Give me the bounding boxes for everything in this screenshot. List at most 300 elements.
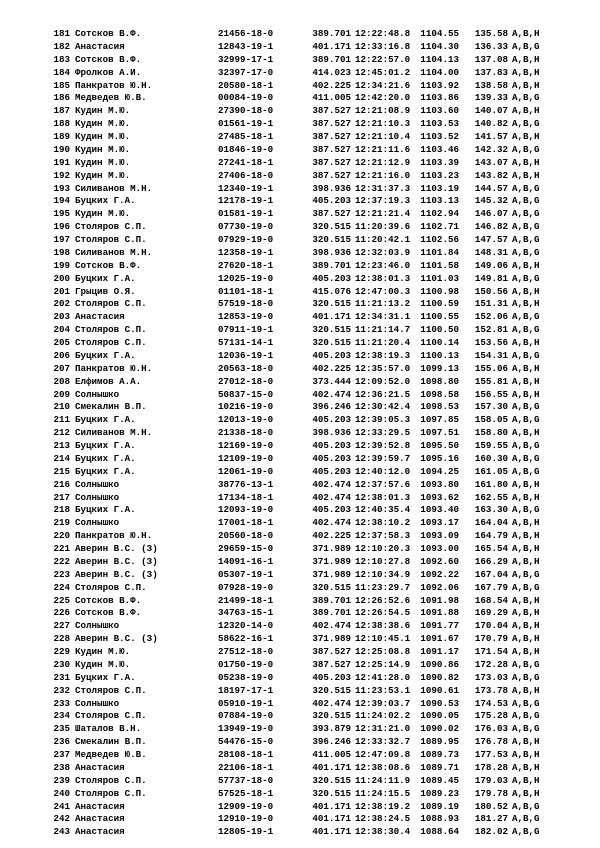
ring-number: 32999-17-1 xyxy=(218,53,274,65)
coefficient: 152.06 xyxy=(474,311,508,323)
coefficient: 169.29 xyxy=(474,607,508,619)
ring-number: 12169-19-0 xyxy=(218,440,274,451)
place-number: 199 xyxy=(53,259,70,271)
category: A,B,G xyxy=(512,208,540,220)
speed: 1090.53 xyxy=(420,697,459,709)
ring-number: 00084-19-0 xyxy=(218,92,274,104)
ring-number: 12025-19-0 xyxy=(218,272,274,284)
place-number: 212 xyxy=(53,427,70,439)
speed: 1098.53 xyxy=(420,401,459,413)
ring-number: 38776-13-1 xyxy=(218,478,274,490)
distance: 393.879 xyxy=(312,723,351,735)
distance: 405.203 xyxy=(312,414,351,426)
coefficient: 148.31 xyxy=(474,246,508,258)
fancier-name: Буцких Г.А. xyxy=(75,440,136,451)
arrival-time: 12:21:16.0 xyxy=(355,169,411,181)
distance: 371.989 xyxy=(312,633,351,645)
distance: 401.171 xyxy=(312,813,351,825)
speed: 1088.64 xyxy=(420,826,459,838)
fancier-name: Кудин М.Ю. xyxy=(75,118,131,130)
arrival-time: 12:10:27.8 xyxy=(355,555,411,567)
arrival-time: 12:39:05.3 xyxy=(355,414,411,426)
fancier-name: Анастасия xyxy=(75,761,125,773)
speed: 1103.53 xyxy=(420,118,459,130)
fancier-name: Грыцив О.Я. xyxy=(75,285,136,297)
category: A,B,G xyxy=(512,581,540,593)
speed: 1102.71 xyxy=(420,221,459,233)
category: A,B,H xyxy=(512,105,540,117)
category: A,B,G xyxy=(512,349,540,361)
arrival-time: 12:39:59.7 xyxy=(355,452,411,464)
category: A,B,H xyxy=(512,388,540,400)
coefficient: 149.06 xyxy=(474,259,508,271)
category: A,B,G xyxy=(512,311,540,323)
distance: 373.444 xyxy=(312,375,351,387)
coefficient: 137.83 xyxy=(474,66,508,78)
distance: 405.203 xyxy=(312,465,351,477)
ring-number: 27012-18-0 xyxy=(218,375,274,387)
arrival-time: 12:40:35.4 xyxy=(355,504,411,516)
category: A,B,H xyxy=(512,478,540,490)
place-number: 221 xyxy=(53,543,70,554)
place-number: 208 xyxy=(53,375,70,387)
speed: 1104.30 xyxy=(420,40,459,52)
coefficient: 177.53 xyxy=(474,749,508,760)
speed: 1093.09 xyxy=(420,530,459,542)
distance: 320.515 xyxy=(312,234,351,245)
place-number: 239 xyxy=(53,774,70,786)
distance: 405.203 xyxy=(312,504,351,516)
speed: 1093.62 xyxy=(420,491,459,503)
distance: 387.527 xyxy=(312,169,351,181)
distance: 387.527 xyxy=(312,118,351,130)
distance: 401.171 xyxy=(312,761,351,773)
arrival-time: 12:21:10.4 xyxy=(355,131,411,142)
distance: 402.225 xyxy=(312,530,351,542)
fancier-name: Кудин М.Ю. xyxy=(75,208,131,220)
place-number: 236 xyxy=(53,736,70,748)
place-number: 210 xyxy=(53,401,70,413)
speed: 1090.61 xyxy=(420,684,459,696)
ring-number: 14091-16-1 xyxy=(218,555,274,567)
speed: 1103.39 xyxy=(420,156,459,168)
place-number: 215 xyxy=(53,465,70,477)
speed: 1103.52 xyxy=(420,131,459,142)
ring-number: 12109-19-0 xyxy=(218,452,274,464)
arrival-time: 12:38:19.2 xyxy=(355,800,411,812)
ring-number: 32397-17-0 xyxy=(218,66,274,78)
ring-number: 01561-19-1 xyxy=(218,118,274,130)
coefficient: 178.28 xyxy=(474,761,508,773)
distance: 387.527 xyxy=(312,143,351,155)
distance: 405.203 xyxy=(312,452,351,464)
fancier-name: Буцких Г.А. xyxy=(75,504,136,516)
place-number: 187 xyxy=(53,105,70,117)
ring-number: 12805-19-1 xyxy=(218,826,274,838)
distance: 405.203 xyxy=(312,440,351,451)
arrival-time: 12:31:21.0 xyxy=(355,723,411,735)
ring-number: 29659-15-0 xyxy=(218,543,274,554)
fancier-name: Столяров С.П. xyxy=(75,337,147,348)
place-number: 181 xyxy=(53,28,70,39)
arrival-time: 11:20:42.1 xyxy=(355,234,411,245)
coefficient: 159.55 xyxy=(474,440,508,451)
distance: 320.515 xyxy=(312,581,351,593)
ring-number: 22106-18-1 xyxy=(218,761,274,773)
place-number: 219 xyxy=(53,517,70,529)
coefficient: 164.79 xyxy=(474,530,508,542)
arrival-time: 12:21:10.3 xyxy=(355,118,411,130)
place-number: 218 xyxy=(53,504,70,516)
category: A,B,H xyxy=(512,749,540,760)
arrival-time: 12:25:08.8 xyxy=(355,646,411,657)
place-number: 228 xyxy=(53,633,70,645)
category: A,B,G xyxy=(512,465,540,477)
arrival-time: 11:23:29.7 xyxy=(355,581,411,593)
ring-number: 27512-18-0 xyxy=(218,646,274,657)
fancier-name: Аверин В.С. (З) xyxy=(75,555,158,567)
coefficient: 172.28 xyxy=(474,658,508,670)
category: A,B,G xyxy=(512,272,540,284)
category: A,B,G xyxy=(512,324,540,336)
speed: 1090.05 xyxy=(420,710,459,722)
fancier-name: Столяров С.П. xyxy=(75,581,147,593)
place-number: 186 xyxy=(53,92,70,104)
fancier-name: Силиванов М.Н. xyxy=(75,427,153,439)
fancier-name: Солнышко xyxy=(75,620,120,632)
ring-number: 12013-19-0 xyxy=(218,414,274,426)
speed: 1097.85 xyxy=(420,414,459,426)
ring-number: 05238-19-0 xyxy=(218,671,274,683)
place-number: 205 xyxy=(53,337,70,348)
category: A,B,H xyxy=(512,259,540,271)
arrival-time: 12:47:00.3 xyxy=(355,285,411,297)
speed: 1104.13 xyxy=(420,53,459,65)
coefficient: 173.78 xyxy=(474,684,508,696)
place-number: 194 xyxy=(53,195,70,207)
arrival-time: 12:10:20.3 xyxy=(355,543,411,554)
distance: 387.527 xyxy=(312,658,351,670)
ring-number: 58622-16-1 xyxy=(218,633,274,645)
speed: 1103.86 xyxy=(420,92,459,104)
coefficient: 166.29 xyxy=(474,555,508,567)
coefficient: 137.08 xyxy=(474,53,508,65)
ring-number: 27390-18-0 xyxy=(218,105,274,117)
distance: 411.005 xyxy=(312,749,351,760)
place-number: 195 xyxy=(53,208,70,220)
ring-number: 01846-19-0 xyxy=(218,143,274,155)
ring-number: 18197-17-1 xyxy=(218,684,274,696)
place-number: 198 xyxy=(53,246,70,258)
fancier-name: Солнышко xyxy=(75,491,120,503)
fancier-name: Аверин В.С. (З) xyxy=(75,633,158,645)
arrival-time: 12:25:14.9 xyxy=(355,658,411,670)
fancier-name: Сотсков В.Ф. xyxy=(75,53,142,65)
speed: 1100.13 xyxy=(420,349,459,361)
coefficient: 151.31 xyxy=(474,298,508,310)
category: A,B,G xyxy=(512,440,540,451)
category: A,B,H xyxy=(512,491,540,503)
coefficient: 138.58 xyxy=(474,79,508,91)
speed: 1091.77 xyxy=(420,620,459,632)
speed: 1100.98 xyxy=(420,285,459,297)
coefficient: 152.81 xyxy=(474,324,508,336)
category: A,B,H xyxy=(512,607,540,619)
ring-number: 28108-18-1 xyxy=(218,749,274,760)
speed: 1103.23 xyxy=(420,169,459,181)
fancier-name: Смекалин В.П. xyxy=(75,736,147,748)
fancier-name: Столяров С.П. xyxy=(75,298,147,310)
speed: 1093.40 xyxy=(420,504,459,516)
category: A,B,G xyxy=(512,568,540,580)
fancier-name: Столяров С.П. xyxy=(75,787,147,799)
fancier-name: Анастасия xyxy=(75,826,125,838)
place-number: 241 xyxy=(53,800,70,812)
coefficient: 155.81 xyxy=(474,375,508,387)
speed: 1089.71 xyxy=(420,761,459,773)
distance: 371.989 xyxy=(312,568,351,580)
category: A,B,H xyxy=(512,530,540,542)
distance: 401.171 xyxy=(312,40,351,52)
coefficient: 156.55 xyxy=(474,388,508,400)
coefficient: 140.82 xyxy=(474,118,508,130)
category: A,B,H xyxy=(512,362,540,374)
coefficient: 143.07 xyxy=(474,156,508,168)
coefficient: 141.57 xyxy=(474,131,508,142)
ring-number: 12036-19-1 xyxy=(218,349,274,361)
arrival-time: 11:24:02.2 xyxy=(355,710,411,722)
speed: 1100.55 xyxy=(420,311,459,323)
ring-number: 21338-18-0 xyxy=(218,427,274,439)
arrival-time: 12:38:10.2 xyxy=(355,517,411,529)
category: A,B,G xyxy=(512,658,540,670)
ring-number: 07884-19-0 xyxy=(218,710,274,722)
coefficient: 150.56 xyxy=(474,285,508,297)
place-number: 235 xyxy=(53,723,70,735)
speed: 1091.67 xyxy=(420,633,459,645)
category: A,B,G xyxy=(512,195,540,207)
coefficient: 146.82 xyxy=(474,221,508,233)
distance: 389.701 xyxy=(312,607,351,619)
fancier-name: Буцких Г.А. xyxy=(75,452,136,464)
speed: 1099.13 xyxy=(420,362,459,374)
distance: 405.203 xyxy=(312,195,351,207)
coefficient: 146.07 xyxy=(474,208,508,220)
place-number: 185 xyxy=(53,79,70,91)
category: A,B,G xyxy=(512,234,540,245)
coefficient: 176.03 xyxy=(474,723,508,735)
fancier-name: Кудин М.Ю. xyxy=(75,646,131,657)
ring-number: 07928-19-0 xyxy=(218,581,274,593)
arrival-time: 12:32:03.9 xyxy=(355,246,411,258)
distance: 320.515 xyxy=(312,298,351,310)
category: A,B,H xyxy=(512,620,540,632)
arrival-time: 12:37:58.3 xyxy=(355,530,411,542)
place-number: 233 xyxy=(53,697,70,709)
category: A,B,H xyxy=(512,28,540,39)
place-number: 188 xyxy=(53,118,70,130)
place-number: 193 xyxy=(53,182,70,194)
place-number: 229 xyxy=(53,646,70,657)
coefficient: 170.04 xyxy=(474,620,508,632)
fancier-name: Медведев Ю.В. xyxy=(75,749,147,760)
speed: 1095.16 xyxy=(420,452,459,464)
coefficient: 145.32 xyxy=(474,195,508,207)
place-number: 214 xyxy=(53,452,70,464)
fancier-name: Анастасия xyxy=(75,813,125,825)
fancier-name: Анастасия xyxy=(75,800,125,812)
place-number: 204 xyxy=(53,324,70,336)
ring-number: 12320-14-0 xyxy=(218,620,274,632)
place-number: 206 xyxy=(53,349,70,361)
category: A,B,H xyxy=(512,646,540,657)
coefficient: 161.05 xyxy=(474,465,508,477)
arrival-time: 12:22:48.8 xyxy=(355,28,411,39)
fancier-name: Кудин М.Ю. xyxy=(75,143,131,155)
category: A,B,H xyxy=(512,517,540,529)
arrival-time: 12:26:52.6 xyxy=(355,594,411,606)
coefficient: 171.54 xyxy=(474,646,508,657)
category: A,B,G xyxy=(512,414,540,426)
distance: 389.701 xyxy=(312,594,351,606)
speed: 1098.80 xyxy=(420,375,459,387)
place-number: 225 xyxy=(53,594,70,606)
coefficient: 168.54 xyxy=(474,594,508,606)
place-number: 203 xyxy=(53,311,70,323)
arrival-time: 12:47:09.8 xyxy=(355,749,411,760)
category: A,B,H xyxy=(512,633,540,645)
coefficient: 140.07 xyxy=(474,105,508,117)
fancier-name: Кудин М.Ю. xyxy=(75,156,131,168)
speed: 1101.03 xyxy=(420,272,459,284)
category: A,B,H xyxy=(512,594,540,606)
place-number: 209 xyxy=(53,388,70,400)
category: A,B,G xyxy=(512,182,540,194)
place-number: 202 xyxy=(53,298,70,310)
coefficient: 160.30 xyxy=(474,452,508,464)
ring-number: 12061-19-0 xyxy=(218,465,274,477)
arrival-time: 12:40:12.0 xyxy=(355,465,411,477)
coefficient: 179.78 xyxy=(474,787,508,799)
category: A,B,H xyxy=(512,298,540,310)
category: A,B,H xyxy=(512,543,540,554)
distance: 401.171 xyxy=(312,311,351,323)
place-number: 217 xyxy=(53,491,70,503)
arrival-time: 12:39:52.8 xyxy=(355,440,411,451)
ring-number: 12340-19-1 xyxy=(218,182,274,194)
ring-number: 12843-19-1 xyxy=(218,40,274,52)
category: A,B,H xyxy=(512,774,540,786)
fancier-name: Солнышко xyxy=(75,478,120,490)
ring-number: 27241-18-1 xyxy=(218,156,274,168)
distance: 402.474 xyxy=(312,517,351,529)
place-number: 207 xyxy=(53,362,70,374)
distance: 320.515 xyxy=(312,221,351,233)
fancier-name: Буцких Г.А. xyxy=(75,349,136,361)
ring-number: 27620-18-1 xyxy=(218,259,274,271)
arrival-time: 12:38:30.4 xyxy=(355,826,411,838)
arrival-time: 12:30:42.4 xyxy=(355,401,411,413)
speed: 1091.88 xyxy=(420,607,459,619)
coefficient: 181.27 xyxy=(474,813,508,825)
distance: 371.989 xyxy=(312,543,351,554)
category: A,B,H xyxy=(512,761,540,773)
fancier-name: Столяров С.П. xyxy=(75,324,147,336)
place-number: 242 xyxy=(53,813,70,825)
coefficient: 149.81 xyxy=(474,272,508,284)
speed: 1104.00 xyxy=(420,66,459,78)
arrival-time: 12:22:57.0 xyxy=(355,53,411,65)
category: A,B,H xyxy=(512,131,540,142)
coefficient: 182.02 xyxy=(474,826,508,838)
category: A,B,H xyxy=(512,787,540,799)
category: A,B,G xyxy=(512,40,540,52)
fancier-name: Буцких Г.А. xyxy=(75,671,136,683)
ring-number: 01101-18-1 xyxy=(218,285,274,297)
arrival-time: 12:38:19.3 xyxy=(355,349,411,361)
fancier-name: Буцких Г.А. xyxy=(75,195,136,207)
category: A,B,G xyxy=(512,813,540,825)
fancier-name: Солнышко xyxy=(75,517,120,529)
ring-number: 01581-19-1 xyxy=(218,208,274,220)
speed: 1103.60 xyxy=(420,105,459,117)
speed: 1098.58 xyxy=(420,388,459,400)
speed: 1091.17 xyxy=(420,646,459,657)
coefficient: 136.33 xyxy=(474,40,508,52)
arrival-time: 11:24:11.9 xyxy=(355,774,411,786)
category: A,B,G xyxy=(512,221,540,233)
category: A,B,H xyxy=(512,66,540,78)
ring-number: 50837-15-0 xyxy=(218,388,274,400)
ring-number: 20563-18-0 xyxy=(218,362,274,374)
place-number: 189 xyxy=(53,131,70,142)
coefficient: 170.79 xyxy=(474,633,508,645)
category: A,B,H xyxy=(512,79,540,91)
place-number: 230 xyxy=(53,658,70,670)
speed: 1092.60 xyxy=(420,555,459,567)
fancier-name: Кудин М.Ю. xyxy=(75,658,131,670)
coefficient: 142.32 xyxy=(474,143,508,155)
place-number: 200 xyxy=(53,272,70,284)
coefficient: 164.04 xyxy=(474,517,508,529)
place-number: 184 xyxy=(53,66,70,78)
arrival-time: 12:33:32.7 xyxy=(355,736,411,748)
ring-number: 07929-19-0 xyxy=(218,234,274,245)
arrival-time: 12:21:21.4 xyxy=(355,208,411,220)
ring-number: 17134-18-1 xyxy=(218,491,274,503)
distance: 401.171 xyxy=(312,800,351,812)
distance: 411.005 xyxy=(312,92,351,104)
distance: 320.515 xyxy=(312,710,351,722)
distance: 387.527 xyxy=(312,208,351,220)
ring-number: 20560-18-0 xyxy=(218,530,274,542)
arrival-time: 12:37:19.3 xyxy=(355,195,411,207)
place-number: 222 xyxy=(53,555,70,567)
ring-number: 57131-14-1 xyxy=(218,337,274,348)
place-number: 216 xyxy=(53,478,70,490)
ring-number: 01750-19-0 xyxy=(218,658,274,670)
fancier-name: Шаталов В.Н. xyxy=(75,723,142,735)
distance: 396.246 xyxy=(312,736,351,748)
ring-number: 13949-19-0 xyxy=(218,723,274,735)
place-number: 196 xyxy=(53,221,70,233)
distance: 389.701 xyxy=(312,28,351,39)
fancier-name: Панкратов Ю.Н. xyxy=(75,530,153,542)
fancier-name: Силиванов М.Н. xyxy=(75,182,153,194)
arrival-time: 12:10:34.9 xyxy=(355,568,411,580)
ring-number: 12853-19-0 xyxy=(218,311,274,323)
arrival-time: 12:23:46.0 xyxy=(355,259,411,271)
